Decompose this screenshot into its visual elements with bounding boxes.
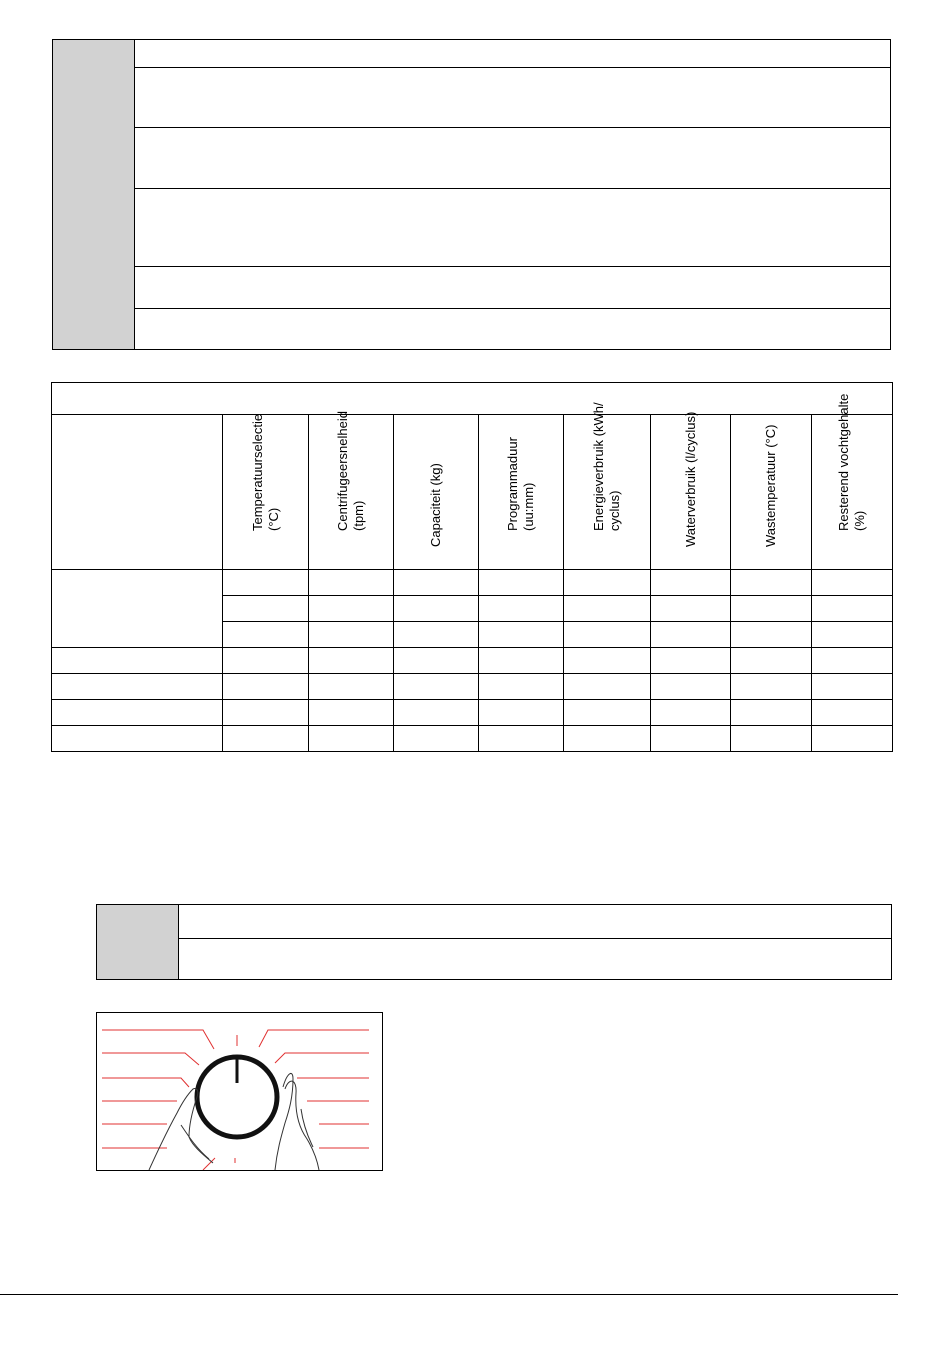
table-header-row [52,415,893,570]
info-box-shaded-column [53,40,135,349]
table-cell [223,648,309,674]
program-dial-illustration [96,1012,383,1171]
table-cell [731,726,812,752]
table-cell [731,674,812,700]
row-label-cell [52,674,223,700]
table-cell [479,726,564,752]
column-header-label: Waterverbruik (l/cyclus) [682,411,698,547]
table-cell [309,700,394,726]
table-cell [812,674,893,700]
table-cell [812,700,893,726]
table-cell [394,570,479,596]
table-cell [812,726,893,752]
table-cell [651,700,731,726]
table-cell [812,648,893,674]
column-header-label: Centrifugeersnelheid (tpm) [335,411,366,531]
table-cell [479,700,564,726]
column-header-label: Programmaduur (uu:mm) [505,437,536,531]
info-box-row [135,67,890,128]
row-label-cell [52,648,223,674]
table-cell [479,648,564,674]
table-cell [812,596,893,622]
table-cell [309,596,394,622]
table-row [52,674,893,700]
table-cell [731,570,812,596]
table-cell [651,596,731,622]
table-cell [223,700,309,726]
table-cell [651,648,731,674]
table-cell [731,648,812,674]
table-cell [564,596,651,622]
column-header [812,393,893,570]
table-cell [223,570,309,596]
table-cell [223,622,309,648]
table-cell [394,648,479,674]
table-cell [651,674,731,700]
table-cell [564,700,651,726]
column-header-label: Resterend vochtgehalte (%) [836,393,867,531]
table-cell [394,674,479,700]
dial-callout-lines [102,1030,369,1170]
column-header-label: Temperatuurselectie (°C) [249,413,281,531]
table-cell [564,622,651,648]
table-row [52,700,893,726]
table-cell [309,726,394,752]
table-cell [564,570,651,596]
consumption-table [51,382,893,752]
table-cell [564,648,651,674]
note-box-row [179,938,891,939]
row-label-cell [52,726,223,752]
table-cell [651,570,731,596]
table-cell [223,674,309,700]
column-header-label: Energieverbruik (kWh/ cyclus) [591,402,622,531]
table-cell [223,726,309,752]
table-cell [479,622,564,648]
hand-icon [149,1073,319,1170]
column-header [309,411,394,570]
table-row [52,648,893,674]
info-box-row [135,127,890,189]
note-box [96,904,892,980]
table-cell [651,726,731,752]
table-cell [394,726,479,752]
table-cell [731,596,812,622]
column-header [479,415,564,570]
table-cell [812,570,893,596]
column-header [564,402,651,570]
column-header-label: Wastemperatuur (°C) [763,424,778,547]
column-header-label: Capaciteit (kg) [428,463,443,547]
table-cell [309,570,394,596]
table-cell [309,622,394,648]
column-header [223,415,309,570]
table-header-empty [52,415,223,570]
program-dial-icon [97,1013,382,1170]
table-cell [309,674,394,700]
info-box-row [135,266,890,309]
table-cell [564,674,651,700]
table-cell [223,596,309,622]
table-cell [731,622,812,648]
table-cell [731,700,812,726]
table-cell [394,596,479,622]
table-cell [394,700,479,726]
table-cell [394,622,479,648]
info-box-row [135,188,890,267]
note-box-shaded-column [97,905,179,979]
row-label-cell [52,570,223,648]
table-row [52,570,893,596]
table-cell [479,570,564,596]
info-box-row [135,40,890,68]
column-header [394,415,479,570]
column-header [731,415,812,570]
table-cell [479,596,564,622]
table-cell [812,622,893,648]
info-box [52,39,891,350]
table-cell [479,674,564,700]
table-cell [309,648,394,674]
column-header [651,411,731,570]
table-row [52,726,893,752]
footer-divider [0,1294,898,1295]
row-label-cell [52,700,223,726]
table-cell [564,726,651,752]
table-cell [651,622,731,648]
